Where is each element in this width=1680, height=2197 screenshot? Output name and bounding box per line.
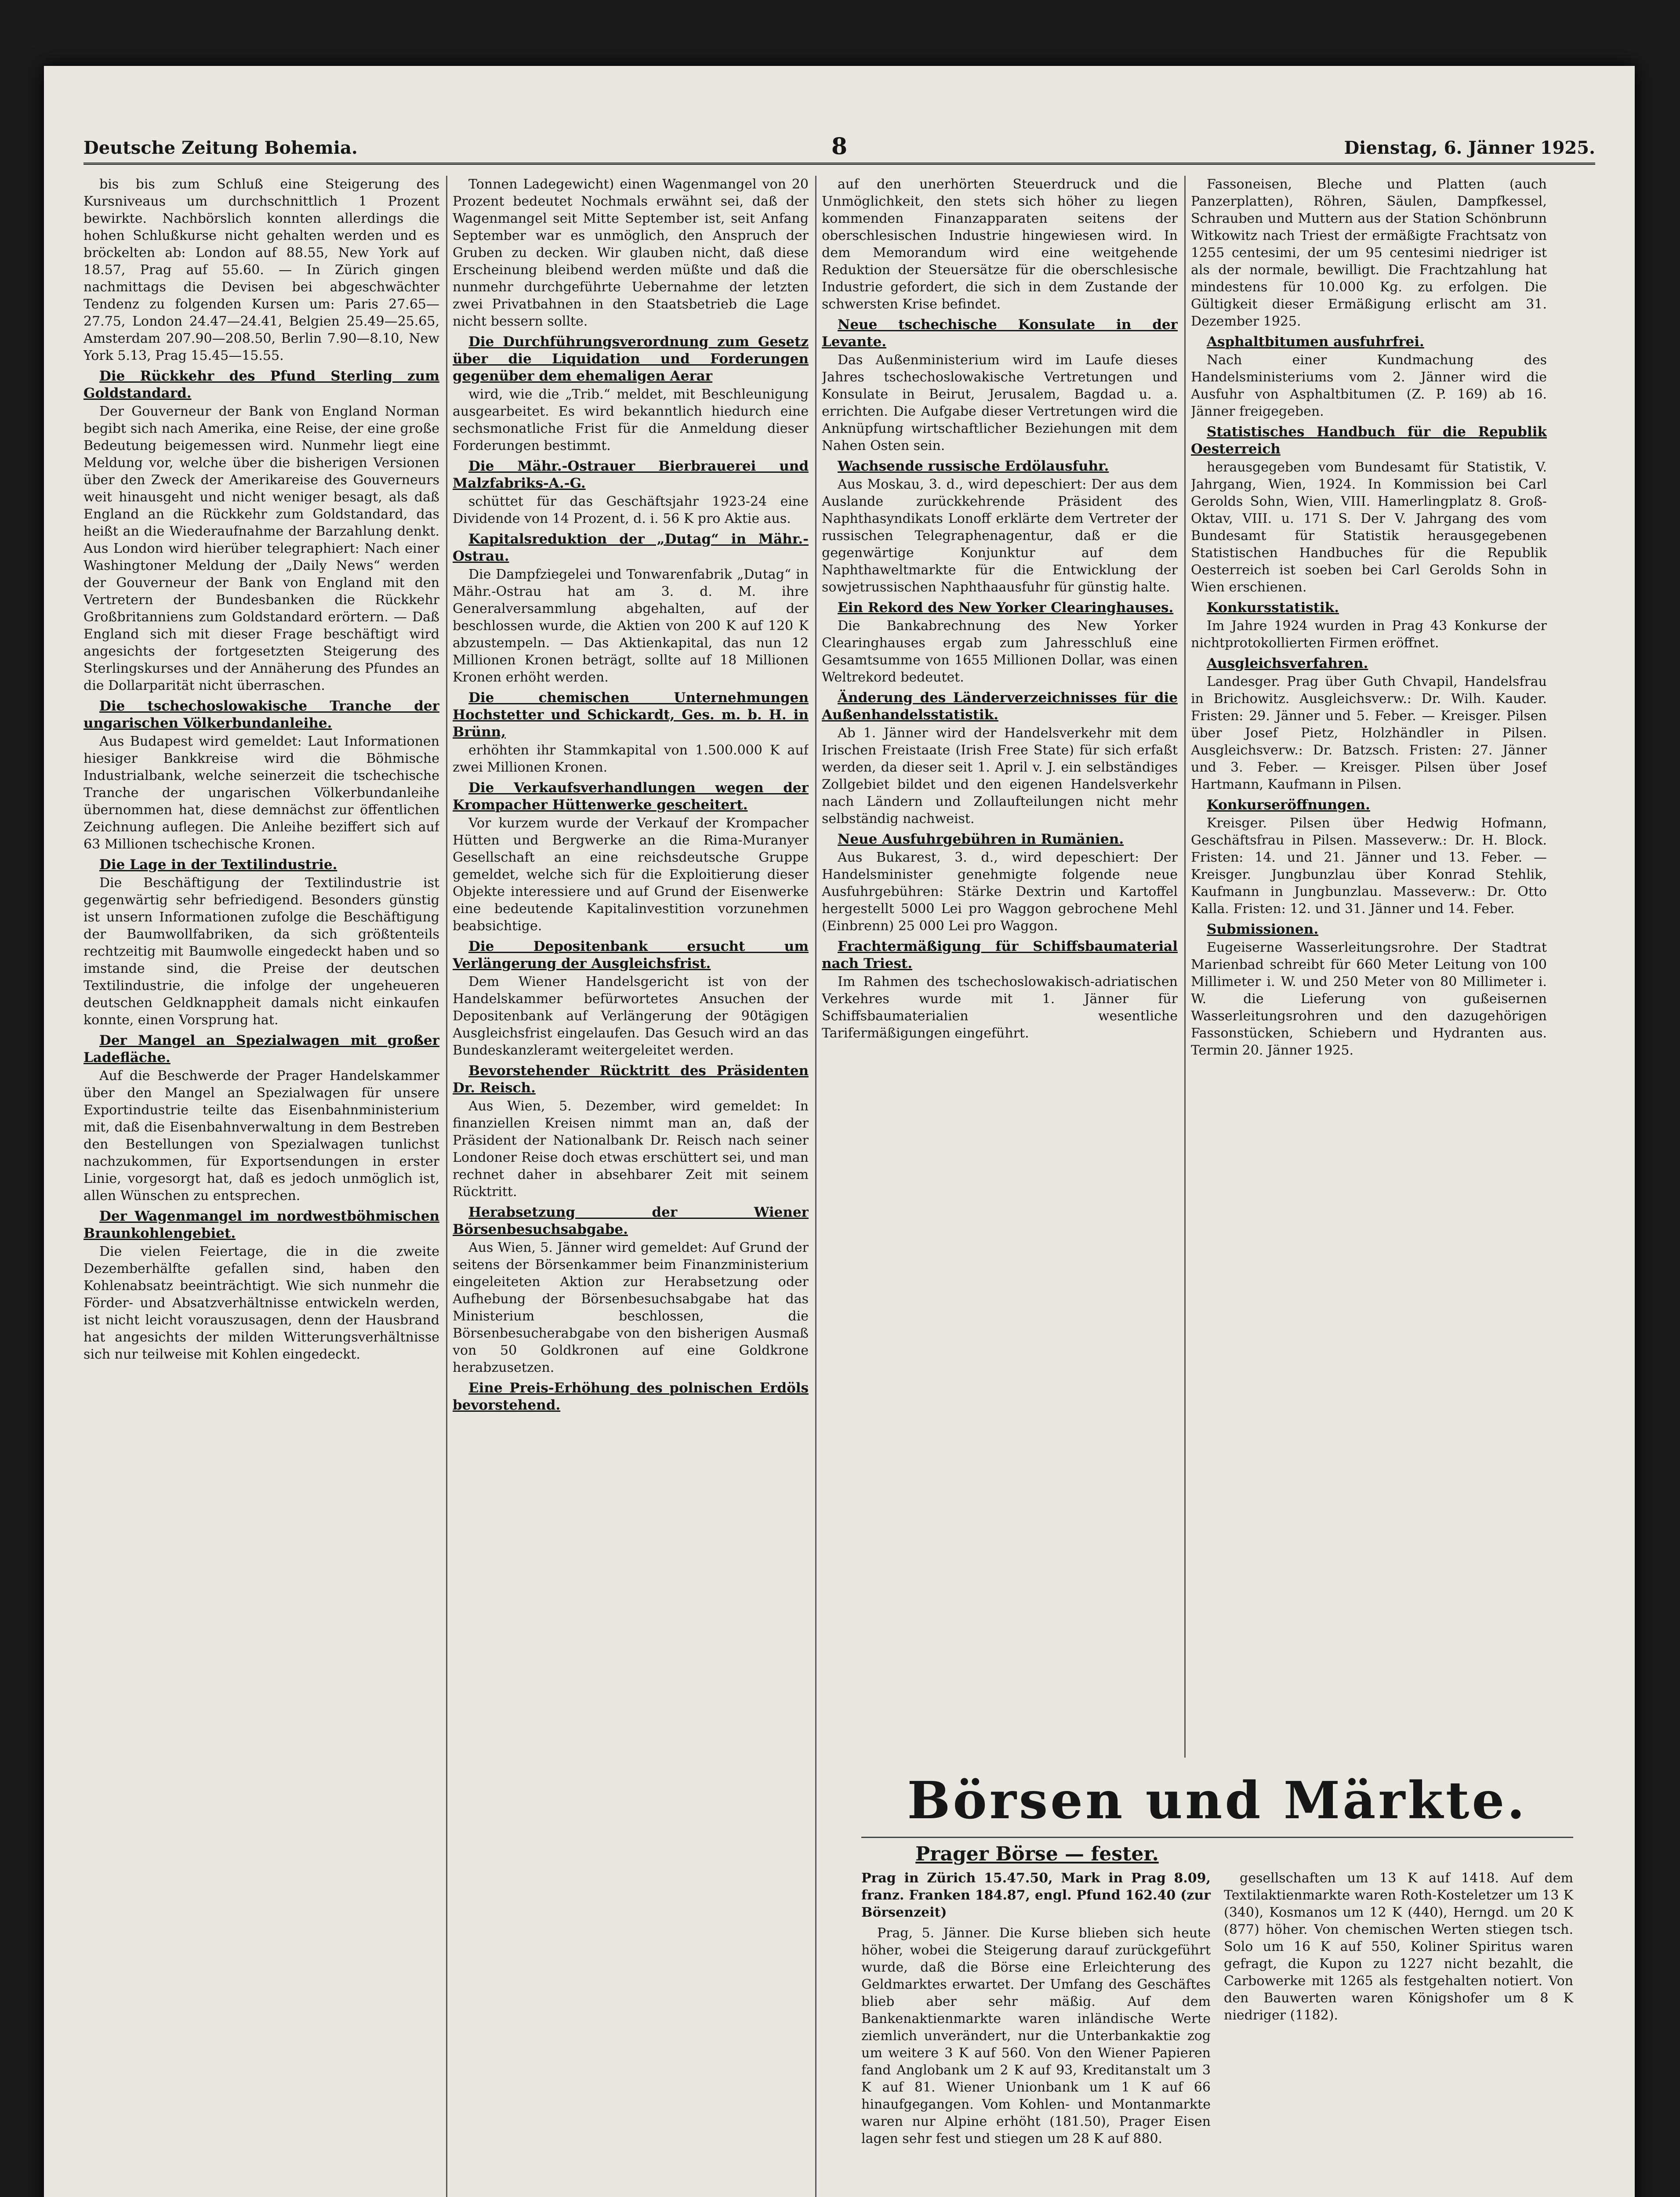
markets-section-banner: Börsen und Märkte.	[861, 1771, 1573, 1838]
article-headline: Ein Rekord des New Yorker Clearinghauses.	[838, 600, 1174, 616]
article-paragraph: Im Rahmen des tschechoslowakisch-adriatischen Verkehres wurde mit 1. Jänner für Schiffsbaumaterialien wesentliche Tarifermäßigungen eingeführt.	[822, 974, 1178, 1041]
article-headline: Eine Preis-Erhöhung des polnischen Erdöls bevorstehend.	[453, 1380, 809, 1413]
article-paragraph: Der Gouverneur der Bank von England Norman begibt sich nach Amerika, eine Reise, der eine große Bedeutung beigemessen wird. Nunmehr liegt eine Meldung vor, welche über die bisherigen Versionen über den Zweck der Amerikareise des Gouverneurs weit hinausgeht und nicht weniger besagt, als daß England an die Rückkehr zum Goldstandard, das heißt an die Wiederaufnahme der Barzahlung denkt. Aus London wird hierüber telegraphiert: Nach einer Washingtoner Meldung der „Daily News“ werden der Gouverneur der Bank von England mit den Vertretern der Bundesbanken die Rückkehr Großbritanniens zum Goldstandard erörtern. — Daß England sich mit dieser Frage beschäftigt wird angesichts der fortgesetzten Steigerung des Sterlingskurses und der Annäherung des Pfundes an die Dollarparität nicht überraschen.	[83, 404, 439, 693]
boerse-text-left: Prag, 5. Jänner. Die Kurse blieben sich heute höher, wobei die Steigerung darauf zurückgeführt wurde, daß die Börse eine Erleichterung des Geldmarktes erwartet. Der Umfang des Geschäftes blieb aber sehr mäßig. Auf dem Bankenaktienmarkte waren inländische Werte ziemlich unverändert, nur die Unterbankaktie zog um weitere 3 K auf 560. Von den Wiener Papieren fand Anglobank um 2 K auf 93, Kreditanstalt um 3 K auf 81. Wiener Unionbank um 1 K auf 66 hinaufgegangen. Vom Kohlen- und Montanmarkte waren nur Alpine erhöht (181.50), Prager Eisen lagen sehr fest und stiegen um 28 K auf 880.	[861, 1925, 1211, 2146]
article-headline: Wachsende russische Erdölausfuhr.	[838, 458, 1109, 474]
article-paragraph: schüttet für das Geschäftsjahr 1923-24 eine Dividende von 14 Prozent, d. i. 56 K pro Aktie aus.	[453, 494, 809, 526]
article-paragraph: bis bis zum Schluß eine Steigerung des Kursniveaus um durchschnittlich 1 Prozent bewirkte. Nachbörslich konnten allerdings die hohen Schlußkurse nicht gehalten werden und es bröckelten ab: London auf 88.55, New York auf 18.57, Prag auf 55.60. — In Zürich gingen nachmittags die Devisen bei abgeschwächter Tendenz zu folgenden Kursen um: Paris 27.65—27.75, London 24.47—24.41, Belgien 25.49—25.65, Amsterdam 207.90—208.50, Berlin 7.90—8.10, New York 5.13, Prag 15.45—15.55.	[83, 177, 439, 363]
article-paragraph: Die Bankabrechnung des New Yorker Clearinghauses ergab zum Jahresschluß eine Gesamtsumme von 1655 Millionen Dollar, was einen Weltrekord bedeutet.	[822, 618, 1178, 685]
article-paragraph: Aus Budapest wird gemeldet: Laut Informationen hiesiger Bankkreise wird die Böhmische Industrialbank, welche seinerzeit die tschechische Tranche der ungarischen Völkerbundanleihe übernommen hat, diese demnächst zur öffentlichen Zeichnung auflegen. Die Anleihe beziffert sich auf 63 Millionen tschechische Kronen.	[83, 734, 439, 852]
boerse-report	[861, 1841, 1573, 2147]
article-headline: Der Mangel an Spezialwagen mit großer Ladefläche.	[83, 1033, 439, 1066]
article-paragraph: auf den unerhörten Steuerdruck und die Unmöglichkeit, den stets sich höher zu liegen kommenden Finanzapparaten seitens der oberschlesischen Industrie hingewiesen wird. In dem Memorandum wird eine weitgehende Reduktion der Steuersätze für die oberschlesische Industrie gefordert, die sich in dem Zustande der schwersten Krise befindet.	[822, 177, 1178, 312]
article-paragraph: Dem Wiener Handelsgericht ist von der Handelskammer befürwortetes Ansuchen der Depositenbank auf Verlängerung der 90tägigen Ausgleichsfrist eingelaufen. Das Gesuch wird an das Bundeskanzleramt weitergeleitet werden.	[453, 974, 809, 1058]
article-headline: Konkursstatistik.	[1207, 600, 1339, 616]
article-headline: Änderung des Länderverzeichnisses für die Außenhandelsstatistik.	[822, 690, 1178, 723]
article-paragraph: Im Jahre 1924 wurden in Prag 43 Konkurse der nichtprotokollierten Firmen eröffnet.	[1191, 618, 1547, 651]
article-paragraph: Die Dampfziegelei und Tonwarenfabrik „Dutag“ in Mähr.-Ostrau hat am 3. d. M. ihre Generalversammlung abgehalten, auf der beschlossen wurde, die Aktien von 200 K auf 120 K abzustempeln. — Das Aktienkapital, das nun 12 Millionen Kronen beträgt, sollte auf 18 Millionen Kronen erhöht werden.	[453, 567, 809, 685]
column-rule	[446, 176, 447, 2197]
column-rule	[815, 176, 816, 2197]
article-paragraph: wird, wie die „Trib.“ meldet, mit Beschleunigung ausgearbeitet. Es wird bekanntlich hiedurch eine sechsmonatliche Frist für die Anmeldung dieser Forderungen bestimmt.	[453, 387, 809, 453]
column-2	[453, 176, 809, 2197]
masthead-name: Deutsche Zeitung Bohemia.	[83, 138, 358, 158]
article-headline: Neue tschechische Konsulate in der Levante.	[822, 317, 1178, 350]
article-headline: Die Durchführungsverordnung zum Gesetz über die Liquidation und Forderungen gegenüber dem ehemaligen Aerar	[453, 334, 809, 384]
article-headline: Kapitalsreduktion der „Dutag“ in Mähr.-Ostrau.	[453, 531, 809, 564]
article-headline: Neue Ausfuhrgebühren in Rumänien.	[838, 831, 1124, 847]
column-4	[1191, 176, 1547, 1758]
article-headline: Statistisches Handbuch für die Republik Oesterreich	[1191, 424, 1547, 457]
article-paragraph: Fassoneisen, Bleche und Platten (auch Panzerplatten), Röhren, Säulen, Dampfkessel, Schrauben und Muttern aus der Station Schönbrunn Witkowitz nach Triest der ermäßigte Frachtsatz von 1255 centesimi, der um 95 centesimi niedriger ist als der normale, bewilligt. Die Frachtzahlung hat mindestens für 10.000 Kg. zu erfolgen. Die Gültigkeit dieser Ermäßigung erlischt am 31. Dezember 1925.	[1191, 177, 1547, 329]
article-headline: Die chemischen Unternehmungen Hochstetter und Schickardt, Ges. m. b. H. in Brünn,	[453, 690, 809, 740]
column-rule	[1184, 176, 1186, 1758]
article-headline: Ausgleichsverfahren.	[1207, 656, 1368, 671]
article-headline: Frachtermäßigung für Schiffsbaumaterial nach Triest.	[822, 939, 1178, 972]
article-paragraph: Vor kurzem wurde der Verkauf der Krompacher Hütten und Bergwerke an die Rima-Muranyer Gesellschaft an eine reichsdeutsche Gruppe gemeldet, welche sich für die Exploitierung dieser Objekte interessiere und auf Grund der Eisenwerke eine bedeutende Kapitalinvestition vorzunehmen beabsichtige.	[453, 816, 809, 934]
article-paragraph: Aus Wien, 5. Jänner wird gemeldet: Auf Grund der seitens der Börsenkammer beim Finanzministerium eingeleiteten Aktion zur Herabsetzung oder Aufhebung der Börsenbesuchsabgabe hat das Ministerium beschlossen, die Börsenbesucherabgabe von den bisherigen Ausmaß von 50 Goldkronen auf eine Goldkrone herabzusetzen.	[453, 1240, 809, 1375]
article-headline: Herabsetzung der Wiener Börsenbesuchsabgabe.	[453, 1204, 809, 1237]
article-headline: Submissionen.	[1207, 921, 1319, 937]
article-paragraph: Die Beschäftigung der Textilindustrie ist gegenwärtig sehr befriedigend. Besonders günstig ist unsern Informationen zufolge die Beschäftigung der Baumwollfabriken, da sich größtenteils rechtzeitig mit Baumwolle eingedeckt haben und so imstande sind, die Preise der deutschen Textilindustrie, die infolge der ungeheueren deutschen Geldknappheit damals nicht einkaufen konnte, einen Vorsprung hat.	[83, 875, 439, 1028]
article-paragraph: Aus Wien, 5. Dezember, wird gemeldet: In finanziellen Kreisen nimmt man an, daß der Präsident der Nationalbank Dr. Reisch nach seiner Londoner Reise doch etwas erschüttert sei, und man rechnet daher in absehbarer Zeit mit seinem Rücktritt.	[453, 1098, 809, 1200]
article-paragraph: Nach einer Kundmachung des Handelsministeriums vom 2. Jänner wird die Ausfuhr von Asphaltbitumen (Z. P. 169) ab 16. Jänner freigegeben.	[1191, 352, 1547, 419]
article-paragraph: erhöhten ihr Stammkapital von 1.500.000 K auf zwei Millionen Kronen.	[453, 743, 809, 775]
article-headline: Die Lage in der Textilindustrie.	[99, 857, 337, 873]
article-headline: Die Rückkehr des Pfund Sterling zum Goldstandard.	[83, 368, 439, 401]
article-headline: Die tschechoslowakische Tranche der ungarischen Völkerbundanleihe.	[83, 698, 439, 731]
article-paragraph: Landesger. Prag über Guth Chvapil, Handelsfrau in Brichowitz. Ausgleichsverw.: Dr. Wilh. Kauder. Fristen: 29. Jänner und 5. Feber. — Kreisger. Pilsen über Josef Pietz, Holzhändler in Pilsen. Ausgleichsverw.: Dr. Batzsch. Fristen: 27. Jänner und 3. Feber. — Kreisger. Pilsen über Josef Hartmann, Kaufmann in Pilsen.	[1191, 674, 1547, 792]
boerse-lead: Prag in Zürich 15.47.50, Mark in Prag 8.09, franz. Franken 184.87, engl. Pfund 162.40 (zur Börsenzeit)	[861, 1871, 1211, 1920]
article-headline: Die Depositenbank ersucht um Verlängerung der Ausgleichsfrist.	[453, 939, 809, 972]
boerse-text-right: gesellschaften um 13 K auf 1418. Auf dem Textilaktienmarkte waren Roth-Kosteletzer um 13 K (340), Kosmanos um 12 K (440), Herngd. um 20 K (877) höher. Von chemischen Werten stiegen tsch. Solo um 16 K auf 550, Koliner Spiritus waren gefragt, die Kupon zu 1227 nicht bezahlt, die Carbowerke mit 1265 als festgehalten notiert. Von den Bauwerten waren Königshofer um 8 K niedriger (1182).	[1224, 1871, 1573, 2023]
issue-date: Dienstag, 6. Jänner 1925.	[1344, 138, 1595, 158]
article-paragraph: Kreisger. Pilsen über Hedwig Hofmann, Geschäftsfrau in Pilsen. Masseverw.: Dr. H. Block. Fristen: 14. und 21. Jänner und 13. Feber. — Kreisger. Jungbunzlau über Konrad Stehlik, Kaufmann in Jungbunzlau. Masseverw.: Dr. Otto Kalla. Fristen: 12. und 31. Jänner und 14. Feber.	[1191, 816, 1547, 917]
article-paragraph: Eugeiserne Wasserleitungsrohre. Der Stadtrat Marienbad schreibt für 660 Meter Leitung von 100 Millimeter i. W. und 250 Meter von 80 Millimeter i. W. die Lieferung von gußeisernen Wasserleitungsrohren und den dazugehörigen Fassonstücken, Schiebern und Hydranten aus. Termin 20. Jänner 1925.	[1191, 940, 1547, 1058]
article-headline: Asphaltbitumen ausfuhrfrei.	[1207, 334, 1424, 350]
article-paragraph: Tonnen Ladegewicht) einen Wagenmangel von 20 Prozent bedeutet Nochmals erwähnt sei, daß der Wagenmangel seit Mitte September ist, seit Anfang September war es unmöglich, den Anspruch der Gruben zu decken. Wir glauben nicht, daß diese Erscheinung bleibend werden müßte und daß die nunmehr durchgeführte Uebernahme der letzten zwei Privatbahnen in den Staatsbetrieb die Lage nicht bessern sollte.	[453, 177, 809, 329]
article-headline: Konkurseröffnungen.	[1207, 797, 1370, 813]
page-number: 8	[831, 133, 848, 160]
article-paragraph: Ab 1. Jänner wird der Handelsverkehr mit dem Irischen Freistaate (Irish Free State) für sich erfaßt werden, da dieser seit 1. April v. J. ein selbständiges Zollgebiet bildet und den eigenen Handelsverkehr nach Ländern und Zollaufteilungen nicht mehr selbständig nachweist.	[822, 725, 1178, 827]
article-headline: Die Mähr.-Ostrauer Bierbrauerei und Malzfabriks-A.-G.	[453, 458, 809, 491]
article-headline: Die Verkaufsverhandlungen wegen der Krompacher Hüttenwerke gescheitert.	[453, 780, 809, 813]
article-paragraph: Aus Moskau, 3. d., wird depeschiert: Der aus dem Auslande zurückkehrende Präsident des Naphthasyndikats Lonoff erklärte dem Vertreter der russischen Telegraphenagentur, daß er die gegenwärtige Konjunktur auf dem Naphthaweltmarkte für die Entwicklung der sowjetrussischen Naphthaausfuhr für günstig halte.	[822, 477, 1178, 595]
article-paragraph: herausgegeben vom Bundesamt für Statistik, V. Jahrgang, Wien, 1924. In Kommission bei Carl Gerolds Sohn, Wien, VIII. Hamerlingplatz 8. Groß-Oktav, VIII. u. 171 S. Der V. Jahrgang des vom Bundesamt für Statistik herausgegebenen Statistischen Handbuches für die Republik Oesterreich ist soeben bei Carl Gerolds Sohn in Wien erschienen.	[1191, 460, 1547, 595]
column-1	[83, 176, 439, 2197]
article-paragraph: Das Außenministerium wird im Laufe dieses Jahres tschechoslowakische Vertretungen und Konsulate in Beirut, Jerusalem, Bagdad u. a. errichten. Die Aufgabe dieser Vertretungen wird die Anknüpfung wirtschaftlicher Beziehungen mit dem Nahen Osten sein.	[822, 352, 1178, 453]
article-headline: Bevorstehender Rücktritt des Präsidenten Dr. Reisch.	[453, 1063, 809, 1096]
article-paragraph: Aus Bukarest, 3. d., wird depeschiert: Der Handelsminister genehmigte folgende neue Ausfuhrgebühren: Stärke Dextrin und Kartoffel hergestellt 5000 Lei pro Waggon gebrochene Mehl (Einbrenn) 25 000 Lei pro Waggon.	[822, 850, 1178, 934]
page-header	[83, 127, 1595, 165]
newspaper-page	[44, 66, 1635, 2197]
article-headline: Der Wagenmangel im nordwestböhmischen Braunkohlengebiet.	[83, 1208, 439, 1241]
boerse-title: Prager Börse — fester.	[915, 1843, 1159, 1865]
article-paragraph: Auf die Beschwerde der Prager Handelskammer über den Mangel an Spezialwagen für unsere Exportindustrie teilte das Eisenbahnministerium mit, daß die Eisenbahnverwaltung in dem Bestreben den Bestellungen von Spezialwagen tunlichst nachzukommen, für Exportsendungen in erster Linie, vorgesorgt hat, daß es jedoch unmöglich ist, allen Wünschen zu entsprechen.	[83, 1068, 439, 1204]
column-3	[822, 176, 1178, 1758]
article-paragraph: Die vielen Feiertage, die in die zweite Dezemberhälfte gefallen sind, haben den Kohlenabsatz beeinträchtigt. Wie sich nunmehr die Förder- und Absatzverhältnisse entwickeln werden, ist nicht leicht vorauszusagen, denn der Hausbrand hat angesichts der milden Witterungsverhältnisse sich nur teilweise mit Kohlen eingedeckt.	[83, 1244, 439, 1362]
